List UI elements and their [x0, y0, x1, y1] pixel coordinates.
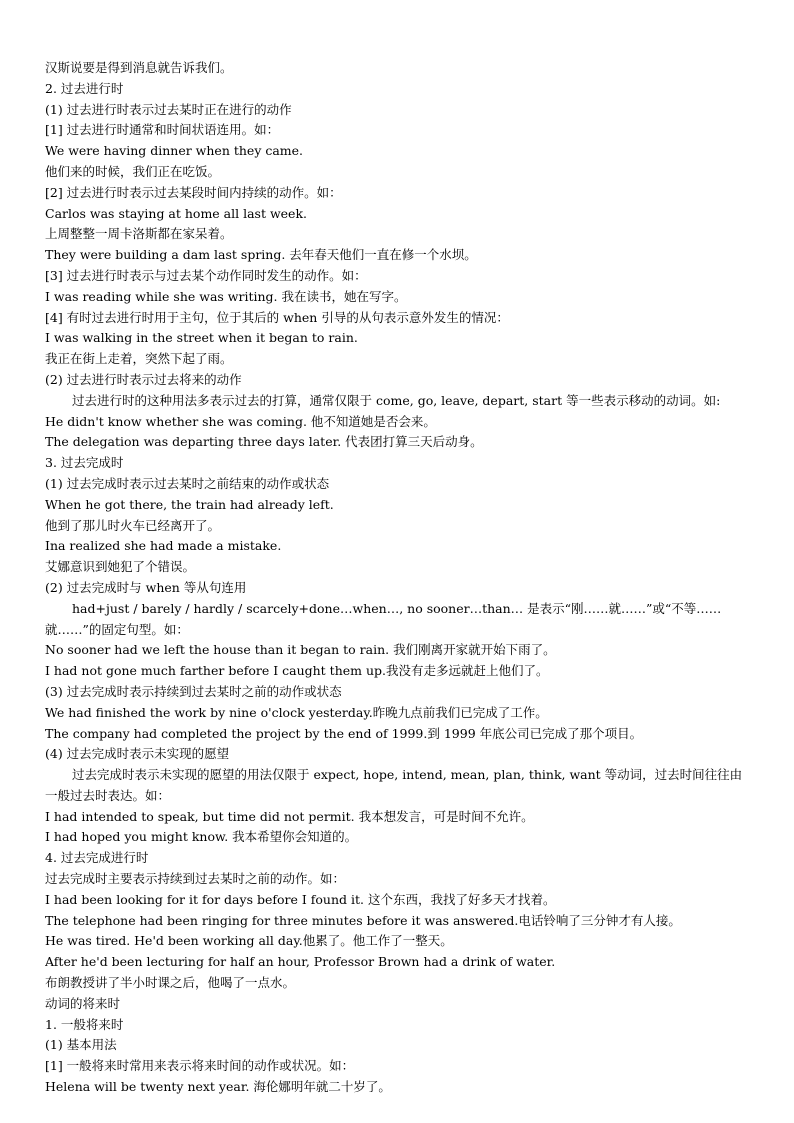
- text-line: No sooner had we left the house than it began to rain. 我们刚离开家就开始下雨了。: [45, 642, 556, 658]
- text-line: After he'd been lecturing for half an hour, Professor Brown had a drink of water.: [45, 954, 556, 970]
- text-line: I had intended to speak, but time did not permit. 我本想发言，可是时间不允许。: [45, 808, 534, 824]
- text-line: 我正在街上走着，突然下起了雨。: [45, 351, 233, 367]
- text-line: (1) 过去进行时表示过去某时正在进行的动作: [45, 101, 292, 117]
- text-line: [2] 过去进行时表示过去某段时间内持续的动作。如：: [45, 184, 342, 200]
- text-line: 一般过去时表达。如：: [45, 787, 171, 803]
- text-line: The delegation was departing three days later. 代表团打算三天后动身。: [45, 434, 483, 450]
- text-line: They were building a dam last spring. 去年春天他们一直在修一个水坝。: [45, 247, 477, 263]
- text-line: 布朗教授讲了半小时课之后，他喝了一点水。: [45, 975, 296, 991]
- text-line: 2. 过去进行时: [45, 80, 124, 96]
- text-line: [1] 一般将来时常用来表示将来时间的动作或状况。如：: [45, 1058, 355, 1074]
- text-line: I was walking in the street when it began to rain.: [45, 330, 358, 346]
- text-line: (3) 过去完成时表示持续到过去某时之前的动作或状态: [45, 683, 342, 699]
- text-line: 就……”的固定句型。如：: [45, 621, 189, 637]
- text-line: 过去进行时的这种用法多表示过去的打算，通常仅限于 come, go, leave, depart, start 等一些表示移动的动词。如:: [72, 392, 721, 408]
- text-line: When he got there, the train had already left.: [45, 496, 334, 512]
- text-line: 艾娜意识到她犯了个错误。: [45, 559, 196, 575]
- text-line: He was tired. He'd been working all day.他累了。他工作了一整天。: [45, 933, 453, 949]
- text-line: 4. 过去完成进行时: [45, 850, 149, 866]
- text-line: I was reading while she was writing. 我在读书，她在写字。: [45, 288, 407, 304]
- text-line: 过去完成时表示未实现的愿望的用法仅限于 expect, hope, intend, mean, plan, think, want 等动词，过去时间往往由: [72, 767, 743, 783]
- text-line: [4] 有时过去进行时用于主句，位于其后的 when 引导的从句表示意外发生的情况：: [45, 309, 509, 325]
- text-line: [3] 过去进行时表示与过去某个动作同时发生的动作。如：: [45, 267, 367, 283]
- text-line: (4) 过去完成时表示未实现的愿望: [45, 746, 230, 762]
- text-line: I had hoped you might know. 我本希望你会知道的。: [45, 829, 358, 845]
- text-line: 1. 一般将来时: [45, 1016, 124, 1032]
- text-line: 他到了那儿时火车已经离开了。: [45, 517, 221, 533]
- text-line: (1) 过去完成时表示过去某时之前结束的动作或状态: [45, 475, 330, 491]
- text-line: Carlos was staying at home all last week.: [45, 205, 307, 221]
- text-line: We were having dinner when they came.: [45, 143, 304, 159]
- text-line: had+just / barely / hardly / scarcely+done…when…, no sooner…than… 是表示“刚……就……”或“不等……: [72, 600, 722, 616]
- text-line: The company had completed the project by the end of 1999.到 1999 年底公司已完成了那个项目。: [45, 725, 643, 741]
- text-line: Ina realized she had made a mistake.: [45, 538, 282, 554]
- text-line: He didn't know whether she was coming. 他不知道她是否会来。: [45, 413, 436, 429]
- text-line: 3. 过去完成时: [45, 455, 124, 471]
- text-line: 汉斯说要是得到消息就告诉我们。: [45, 60, 233, 75]
- text-line: 他们来的时候，我们正在吃饭。: [45, 163, 221, 179]
- text-line: 过去完成时主要表示持续到过去某时之前的动作。如：: [45, 871, 346, 887]
- text-line: I had not gone much farther before I caught them up.我没有走多远就赶上他们了。: [45, 663, 549, 679]
- text-line: The telephone had been ringing for three minutes before it was answered.电话铃响了三分钟才有人接。: [45, 912, 681, 928]
- text-line: (2) 过去进行时表示过去将来的动作: [45, 371, 242, 387]
- text-line: (1) 基本用法: [45, 1037, 117, 1053]
- text-line: [1] 过去进行时通常和时间状语连用。如：: [45, 122, 280, 138]
- text-line: Helena will be twenty next year. 海伦娜明年就二十岁了。: [45, 1079, 391, 1095]
- text-line: (2) 过去完成时与 when 等从句连用: [45, 579, 247, 595]
- document-body: [45, 58, 750, 1098]
- text-line: 上周整整一周卡洛斯都在家呆着。: [45, 226, 233, 242]
- text-line: 动词的将来时: [45, 995, 121, 1011]
- text-line: We had finished the work by nine o'clock yesterday.昨晚九点前我们已完成了工作。: [45, 704, 548, 720]
- text-line: I had been looking for it for days before I found it. 这个东西，我找了好多天才找着。: [45, 891, 556, 907]
